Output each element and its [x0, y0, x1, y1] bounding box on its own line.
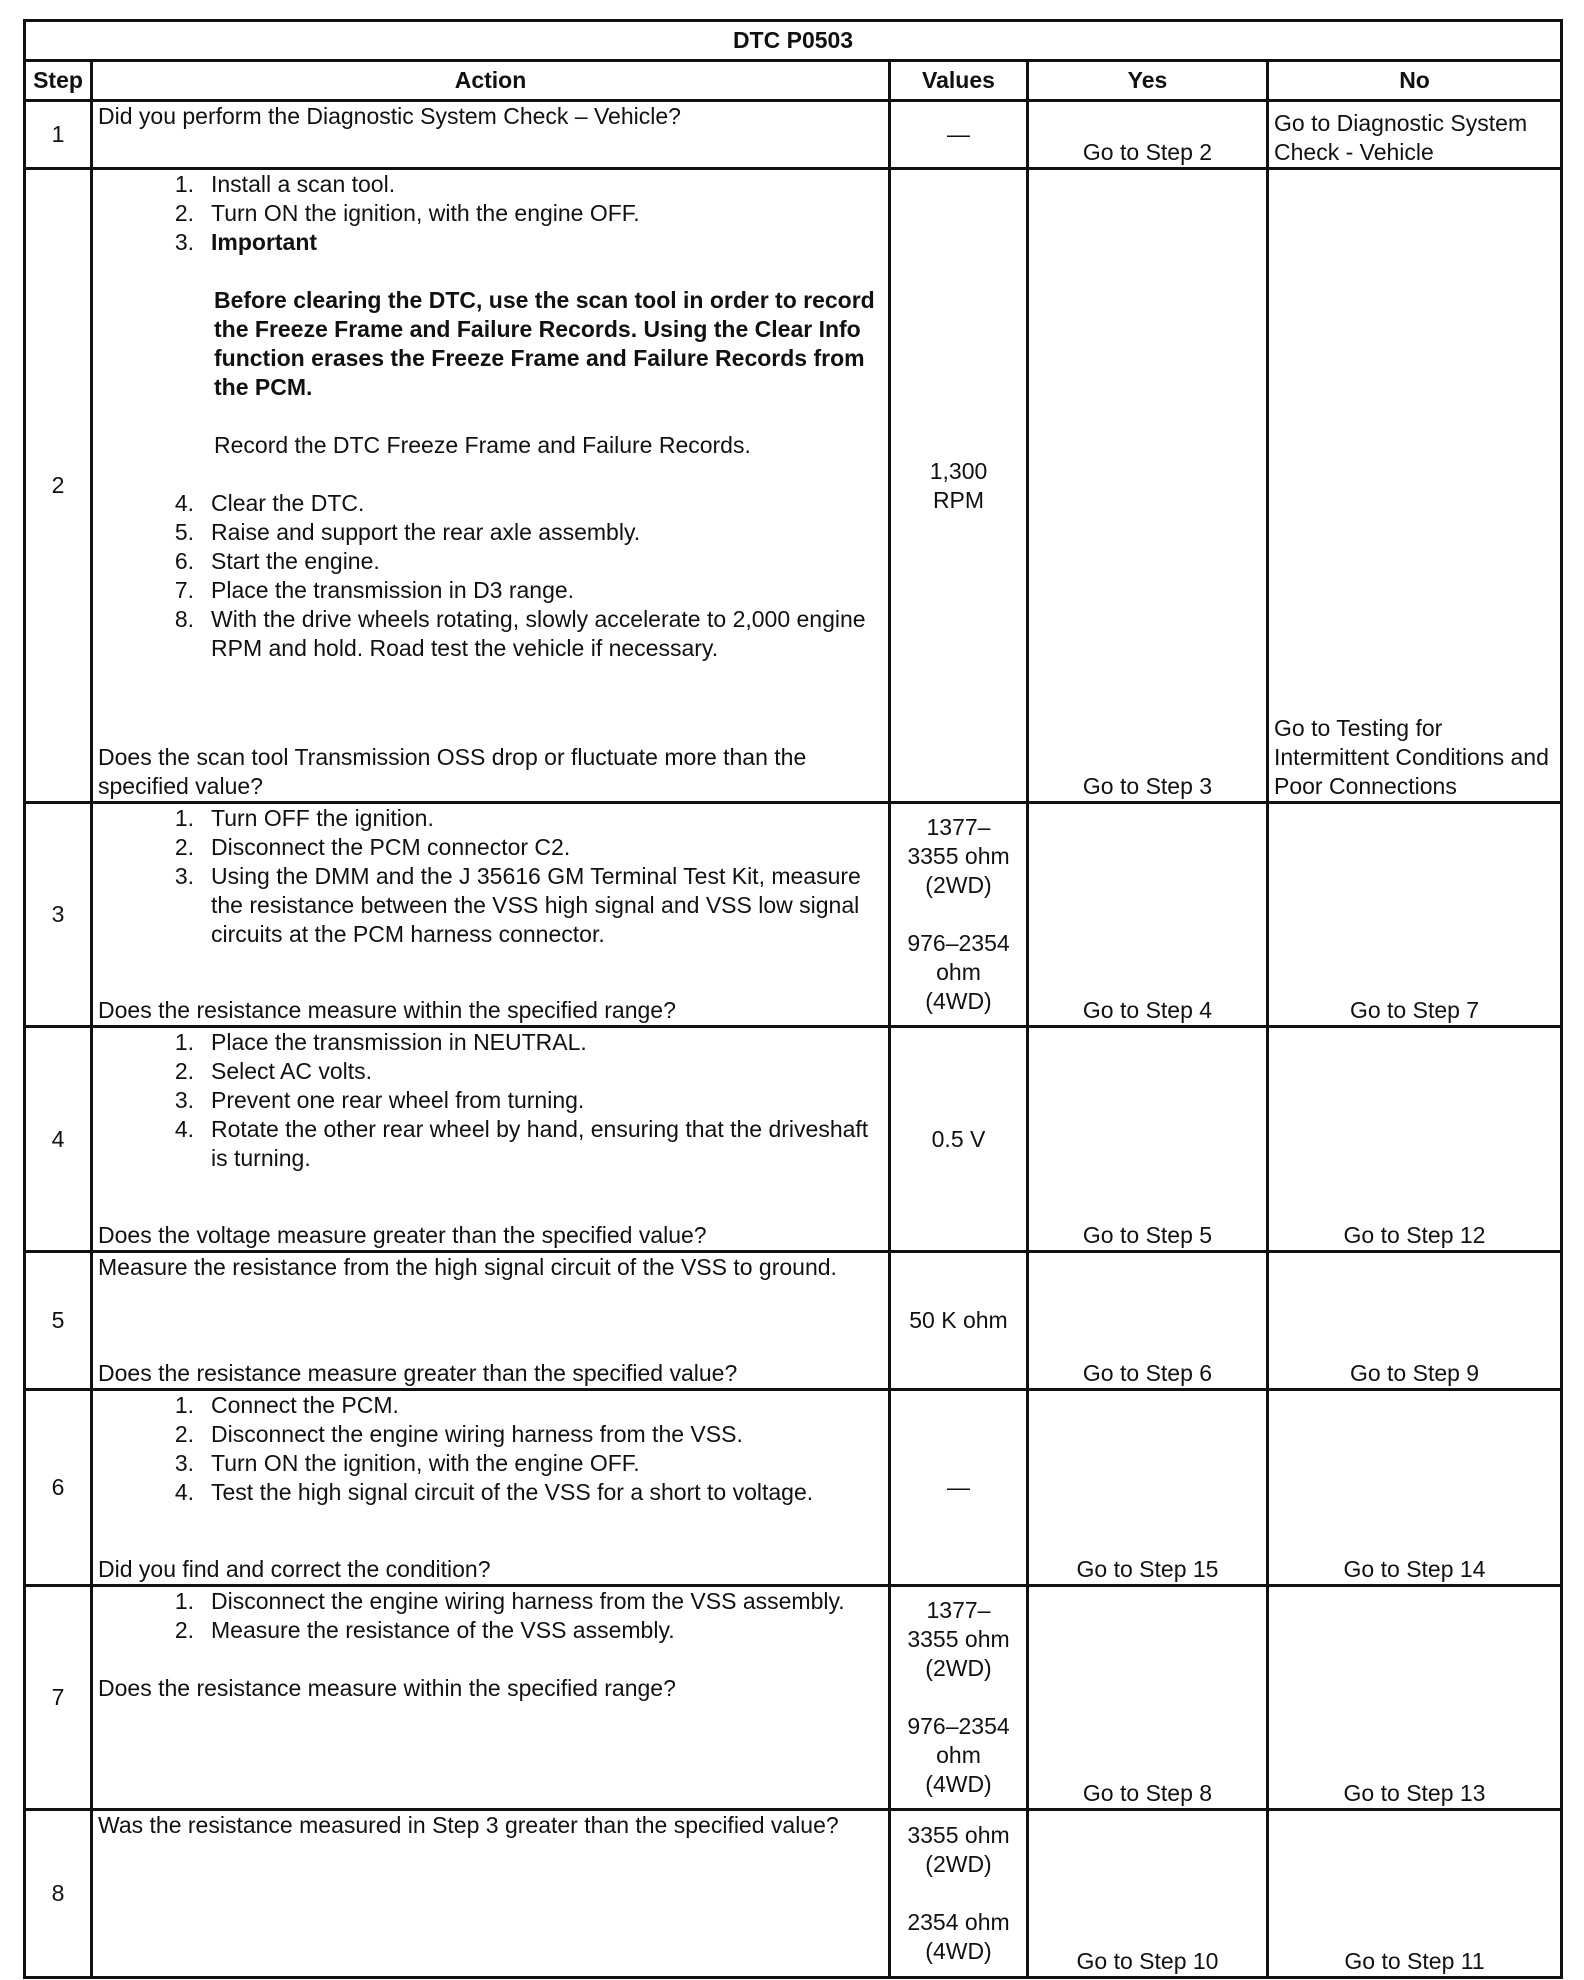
step-number: 1	[25, 101, 92, 169]
step-number: 8	[25, 1809, 92, 1977]
list-item	[98, 1616, 883, 1645]
list-number: 3.	[174, 1449, 194, 1476]
action-cell	[92, 1809, 890, 1977]
list-item	[98, 518, 883, 547]
step-number: 2	[25, 169, 92, 803]
list-number: 4.	[174, 490, 194, 517]
table-row-step-7	[25, 1585, 1562, 1809]
list-item	[98, 1115, 883, 1173]
action-question: Did you perform the Diagnostic System Check – Vehicle?	[98, 103, 681, 130]
list-item	[98, 862, 883, 949]
action-cell	[92, 1027, 890, 1251]
list-number: 2.	[174, 1616, 194, 1643]
no-cell: Go to Step 7	[1268, 803, 1562, 1027]
step-number: 3	[25, 803, 92, 1027]
list-item-text: Place the transmission in D3 range.	[211, 577, 575, 604]
value-text-4wd: 976–2354 ohm (4WD)	[907, 1712, 1010, 1797]
list-item	[98, 833, 883, 862]
list-number: 2.	[174, 200, 194, 227]
important-label: Important	[211, 229, 318, 256]
list-number: 4.	[174, 1478, 194, 1505]
list-item-text: Measure the resistance of the VSS assembly.	[211, 1616, 675, 1643]
action-text: Measure the resistance from the high signal circuit of the VSS to ground.	[98, 1253, 837, 1280]
list-item-text: Clear the DTC.	[211, 490, 365, 517]
list-item	[98, 1391, 883, 1420]
list-number: 3.	[174, 229, 194, 256]
yes-cell: Go to Step 10	[1028, 1809, 1268, 1977]
step-number: 4	[25, 1027, 92, 1251]
list-item-text: Place the transmission in NEUTRAL.	[211, 1029, 587, 1056]
value-text-4wd: 976–2354 ohm (4WD)	[907, 930, 1010, 1015]
header-no: No	[1268, 61, 1562, 101]
values-cell: —	[890, 1389, 1028, 1585]
yes-cell: Go to Step 8	[1028, 1585, 1268, 1809]
list-number: 1.	[174, 805, 194, 832]
list-item	[98, 576, 883, 605]
action-cell	[92, 803, 890, 1027]
list-item-text: Connect the PCM.	[211, 1391, 399, 1418]
list-number: 3.	[174, 863, 194, 890]
action-cell	[92, 1389, 890, 1585]
action-question: Did you find and correct the condition?	[98, 1555, 491, 1582]
list-item-text: Start the engine.	[211, 548, 380, 575]
value-text-2wd: 3355 ohm (2WD)	[907, 1821, 1010, 1877]
table-row-step-6	[25, 1389, 1562, 1585]
value-text: 1,300 RPM	[929, 457, 988, 513]
list-item-text: Rotate the other rear wheel by hand, ensuring that the driveshaft is turning.	[211, 1116, 869, 1172]
action-list	[98, 170, 883, 228]
yes-cell: Go to Step 5	[1028, 1027, 1268, 1251]
list-number: 3.	[174, 1087, 194, 1114]
action-list	[98, 804, 883, 949]
no-cell: Go to Diagnostic System Check - Vehicle	[1268, 101, 1562, 169]
list-item	[98, 1420, 883, 1449]
list-item	[98, 547, 883, 576]
record-instruction: Record the DTC Freeze Frame and Failure Records.	[214, 432, 751, 459]
table-row-step-5	[25, 1251, 1562, 1389]
list-item-text: Disconnect the engine wiring harness from the VSS.	[211, 1420, 743, 1447]
list-item	[98, 170, 883, 199]
header-action: Action	[92, 61, 890, 101]
list-item	[98, 1028, 883, 1057]
step-number: 5	[25, 1251, 92, 1389]
list-number: 6.	[174, 548, 194, 575]
yes-cell: Go to Step 6	[1028, 1251, 1268, 1389]
no-cell: Go to Step 9	[1268, 1251, 1562, 1389]
action-question: Does the resistance measure greater than the specified value?	[98, 1359, 738, 1386]
no-cell: Go to Step 13	[1268, 1585, 1562, 1809]
table-row-step-2	[25, 169, 1562, 803]
list-item	[98, 804, 883, 833]
list-item-text: Using the DMM and the J 35616 GM Terminal Test Kit, measure the resistance between the VSS high signal and VSS low signal circuits at the PCM harness connector.	[211, 863, 861, 948]
important-note: Before clearing the DTC, use the scan tool in order to record the Freeze Frame and Failure Records. Using the Clear Info function erases the Freeze Frame and Failure Records from the PCM.	[214, 287, 875, 401]
table-title: DTC P0503	[25, 21, 1562, 61]
header-values: Values	[890, 61, 1028, 101]
action-list	[98, 1391, 883, 1507]
step-number: 6	[25, 1389, 92, 1585]
no-cell: Go to Testing for Intermittent Conditions and Poor Connections	[1268, 169, 1562, 803]
title-row	[25, 21, 1562, 61]
list-item	[98, 1587, 883, 1616]
list-number: 4.	[174, 1116, 194, 1143]
list-number: 2.	[174, 1420, 194, 1447]
yes-cell: Go to Step 2	[1028, 101, 1268, 169]
values-cell: 0.5 V	[890, 1027, 1028, 1251]
action-question: Does the resistance measure within the specified range?	[98, 997, 676, 1024]
list-item-text: Turn ON the ignition, with the engine OFF.	[211, 1449, 640, 1476]
value-text-2wd: 1377– 3355 ohm (2WD)	[907, 814, 1010, 899]
list-number: 7.	[174, 577, 194, 604]
yes-cell: Go to Step 3	[1028, 169, 1268, 803]
no-cell: Go to Step 11	[1268, 1809, 1562, 1977]
dtc-table	[23, 19, 1563, 1979]
list-item	[98, 199, 883, 228]
step-number: 7	[25, 1585, 92, 1809]
values-cell: 50 K ohm	[890, 1251, 1028, 1389]
values-cell	[890, 1585, 1028, 1809]
action-cell	[92, 169, 890, 803]
action-question: Was the resistance measured in Step 3 greater than the specified value?	[98, 1811, 839, 1838]
list-item-text: Turn OFF the ignition.	[211, 805, 434, 832]
yes-cell: Go to Step 15	[1028, 1389, 1268, 1585]
action-question: Does the resistance measure within the specified range?	[98, 1674, 676, 1701]
list-item	[98, 605, 883, 663]
header-yes: Yes	[1028, 61, 1268, 101]
list-number: 1.	[174, 1391, 194, 1418]
value-text-4wd: 2354 ohm (4WD)	[907, 1908, 1010, 1964]
list-number: 2.	[174, 1058, 194, 1085]
header-row	[25, 61, 1562, 101]
list-item	[98, 228, 883, 257]
value-text-2wd: 1377– 3355 ohm (2WD)	[907, 1596, 1010, 1681]
list-item-text: Turn ON the ignition, with the engine OFF.	[211, 200, 640, 227]
list-number: 1.	[174, 1029, 194, 1056]
list-item	[98, 1449, 883, 1478]
table-row-step-8	[25, 1809, 1562, 1977]
action-cell	[92, 1251, 890, 1389]
list-item-text: With the drive wheels rotating, slowly accelerate to 2,000 engine RPM and hold. Road test the vehicle if necessary.	[211, 606, 866, 662]
no-cell: Go to Step 12	[1268, 1027, 1562, 1251]
list-item-text: Disconnect the engine wiring harness from the VSS assembly.	[211, 1587, 845, 1614]
table-row-step-4	[25, 1027, 1562, 1251]
list-number: 1.	[174, 1587, 194, 1614]
list-item	[98, 489, 883, 518]
list-item	[98, 1086, 883, 1115]
list-item-text: Raise and support the rear axle assembly.	[211, 519, 641, 546]
action-cell	[92, 1585, 890, 1809]
list-item-text: Prevent one rear wheel from turning.	[211, 1087, 585, 1114]
no-cell: Go to Step 14	[1268, 1389, 1562, 1585]
list-number: 2.	[174, 834, 194, 861]
list-number: 8.	[174, 606, 194, 633]
action-question: Does the scan tool Transmission OSS drop or fluctuate more than the specified value?	[98, 744, 807, 800]
list-item-text: Select AC volts.	[211, 1058, 373, 1085]
list-item	[98, 1478, 883, 1507]
list-item-text: Disconnect the PCM connector C2.	[211, 834, 571, 861]
table-row-step-1	[25, 101, 1562, 169]
action-question: Does the voltage measure greater than the specified value?	[98, 1221, 707, 1248]
list-item-text: Install a scan tool.	[211, 171, 396, 198]
values-cell	[890, 1809, 1028, 1977]
values-cell: —	[890, 101, 1028, 169]
list-number: 5.	[174, 519, 194, 546]
action-list	[98, 1587, 883, 1645]
values-cell	[890, 803, 1028, 1027]
action-list	[98, 489, 883, 663]
list-item	[98, 1057, 883, 1086]
header-step: Step	[25, 61, 92, 101]
action-list	[98, 1028, 883, 1173]
list-number: 1.	[174, 171, 194, 198]
values-cell	[890, 169, 1028, 803]
list-item-text: Test the high signal circuit of the VSS for a short to voltage.	[211, 1478, 814, 1505]
table-row-step-3	[25, 803, 1562, 1027]
action-cell	[92, 101, 890, 169]
yes-cell: Go to Step 4	[1028, 803, 1268, 1027]
